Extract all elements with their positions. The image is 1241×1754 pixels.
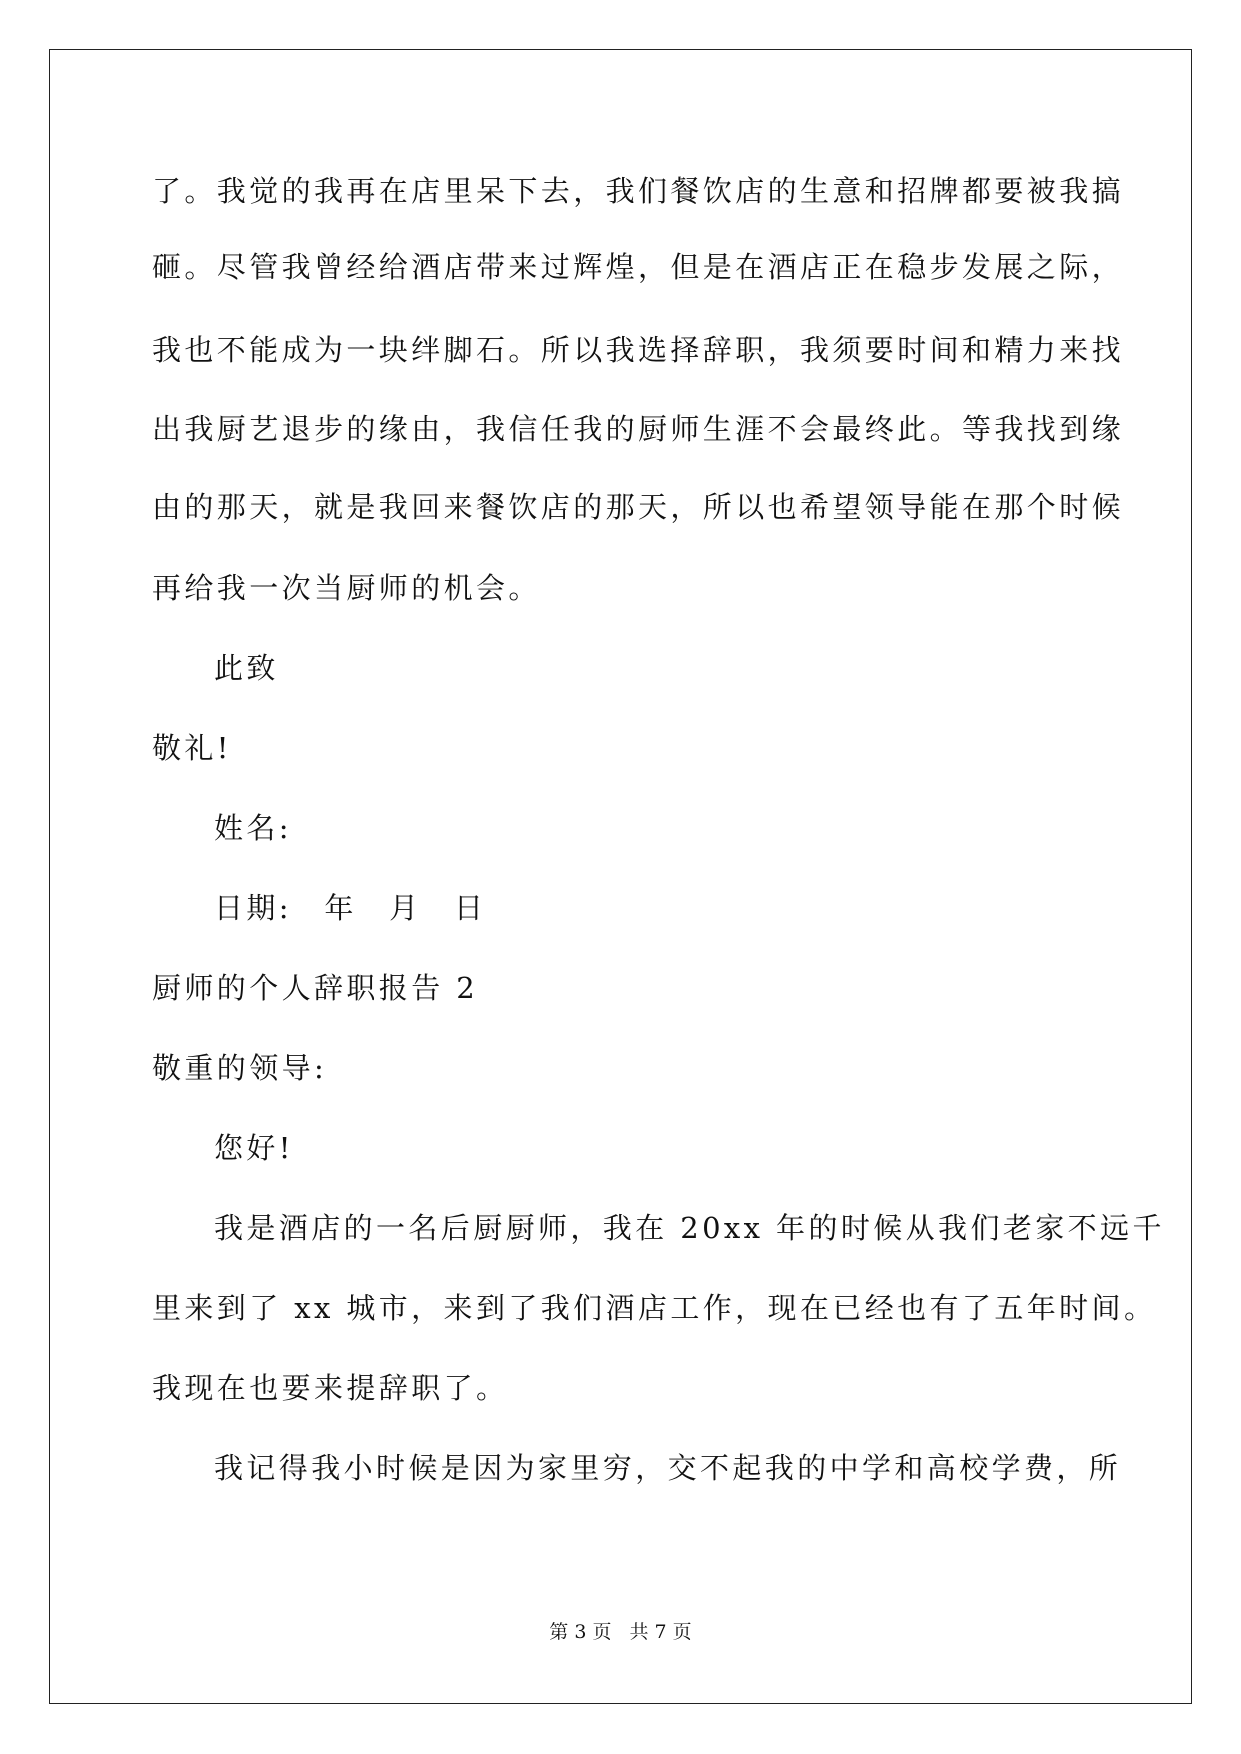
greeting: 您好!	[214, 1131, 294, 1165]
page-total: 共 7 页	[629, 1621, 692, 1643]
greeting-recipient: 敬重的领导:	[152, 1051, 328, 1085]
name-field: 姓名:	[214, 811, 292, 845]
text-line: 我记得我小时候是因为家里穷，交不起我的中学和高校学费，所	[214, 1451, 1122, 1485]
text-line: 砸。尽管我曾经给酒店带来过辉煌，但是在酒店正在稳步发展之际，	[152, 250, 1125, 284]
text-line: 里来到了 xx 城市，来到了我们酒店工作，现在已经也有了五年时间。	[152, 1291, 1157, 1325]
page-number: 第 3 页	[549, 1621, 612, 1643]
section-title: 厨师的个人辞职报告 2	[152, 971, 479, 1005]
date-field: 日期: 年 月 日	[214, 891, 487, 925]
text-line: 我现在也要来提辞职了。	[152, 1371, 509, 1405]
text-line: 了。我觉的我再在店里呆下去，我们餐饮店的生意和招牌都要被我搞	[152, 174, 1125, 208]
text-line: 再给我一次当厨师的机会。	[152, 571, 541, 605]
closing-regards: 敬礼!	[152, 731, 232, 765]
page-footer	[0, 1620, 1241, 1644]
closing-salutation: 此致	[214, 651, 279, 685]
text-line: 由的那天，就是我回来餐饮店的那天，所以也希望领导能在那个时候	[152, 490, 1125, 524]
text-line: 我也不能成为一块绊脚石。所以我选择辞职，我须要时间和精力来找	[152, 333, 1125, 367]
text-line: 我是酒店的一名后厨厨师，我在 20xx 年的时候从我们老家不远千	[214, 1211, 1165, 1245]
text-line: 出我厨艺退步的缘由，我信任我的厨师生涯不会最终此。等我找到缘	[152, 412, 1125, 446]
